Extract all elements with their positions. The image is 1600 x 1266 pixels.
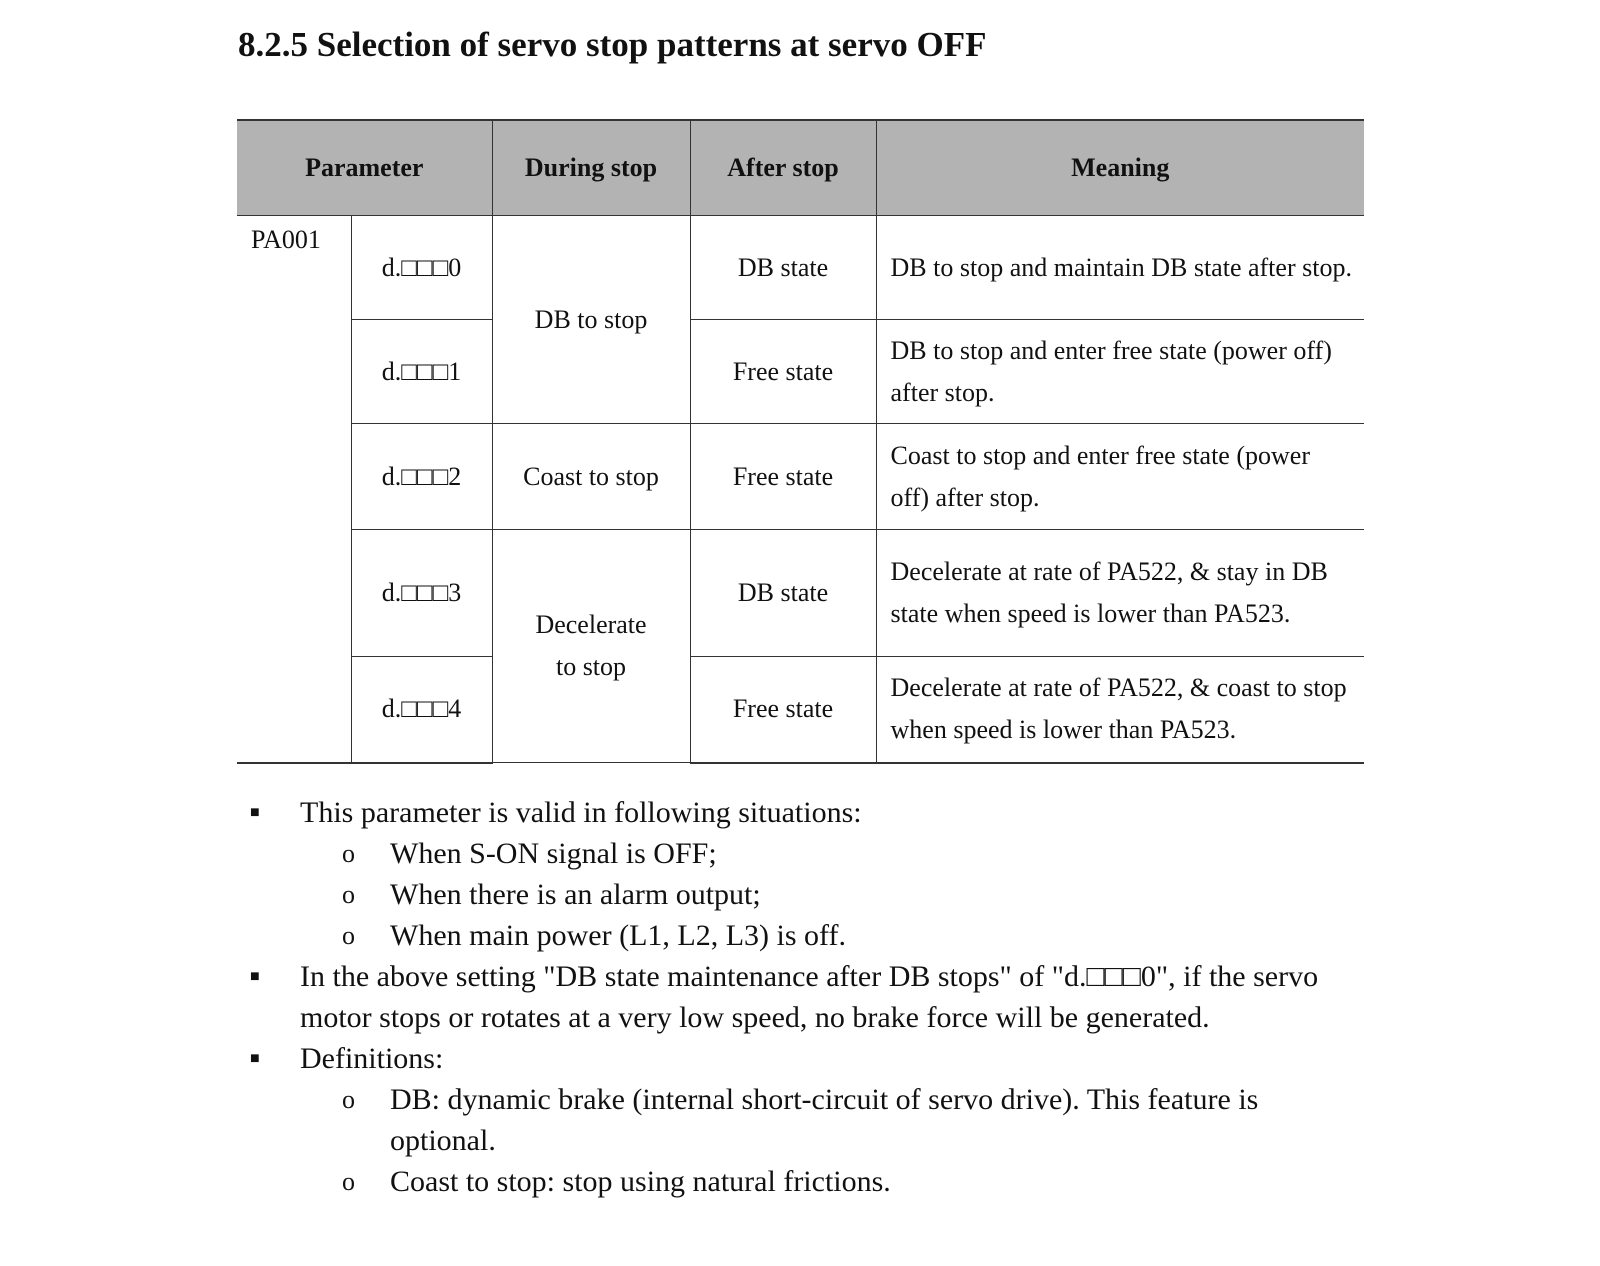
circle-bullet-icon: o — [342, 921, 355, 950]
list-item — [250, 1038, 1360, 1079]
table-row — [237, 657, 1364, 763]
param-value-cell: d.□□□4 — [351, 657, 492, 763]
table-row — [237, 320, 1364, 424]
header-after-stop: After stop — [690, 120, 876, 216]
meaning-cell: DB to stop and enter free state (power off) after stop. — [876, 320, 1364, 424]
during-stop-cell: Coast to stop — [492, 424, 690, 530]
sub-list-item — [250, 833, 1360, 874]
param-value-cell: d.□□□0 — [351, 216, 492, 320]
page-title: 8.2.5 Selection of servo stop patterns at servo OFF — [238, 25, 987, 64]
square-bullet-icon: ■ — [250, 804, 260, 821]
meaning-cell: DB to stop and maintain DB state after stop. — [876, 216, 1364, 320]
circle-bullet-icon: o — [342, 1085, 355, 1114]
sub-note-text: When there is an alarm output; — [390, 878, 761, 911]
note-text: Definitions: — [300, 1042, 444, 1075]
square-bullet-icon: ■ — [250, 968, 260, 985]
table-header-row — [237, 120, 1364, 216]
notes-list — [250, 792, 1360, 1202]
meaning-cell: Decelerate at rate of PA522, & stay in DB state when speed is lower than PA523. — [876, 530, 1364, 657]
param-value-cell: d.□□□1 — [351, 320, 492, 424]
after-stop-cell: Free state — [690, 424, 876, 530]
header-parameter: Parameter — [237, 120, 492, 216]
header-during-stop: During stop — [492, 120, 690, 216]
sub-list-item — [250, 1079, 1360, 1161]
list-item — [250, 956, 1360, 1038]
meaning-cell: Coast to stop and enter free state (power off) after stop. — [876, 424, 1364, 530]
sub-note-text: DB: dynamic brake (internal short-circuit of servo drive). This feature is optional. — [390, 1083, 1259, 1157]
after-stop-cell: DB state — [690, 216, 876, 320]
stop-pattern-table — [237, 119, 1364, 764]
during-stop-cell: DB to stop — [492, 216, 690, 424]
param-value-cell: d.□□□2 — [351, 424, 492, 530]
meaning-cell: Decelerate at rate of PA522, & coast to stop when speed is lower than PA523. — [876, 657, 1364, 763]
square-bullet-icon: ■ — [250, 1050, 260, 1067]
header-meaning: Meaning — [876, 120, 1364, 216]
sub-note-text: Coast to stop: stop using natural frictions. — [390, 1165, 891, 1198]
note-text: In the above setting "DB state maintenance after DB stops" of "d.□□□0", if the servo motor stops or rotates at a very low speed, no brake force will be generated. — [300, 960, 1319, 1034]
after-stop-cell: Free state — [690, 320, 876, 424]
sub-note-text: When S-ON signal is OFF; — [390, 837, 717, 870]
circle-bullet-icon: o — [342, 839, 355, 868]
sub-list-item — [250, 1161, 1360, 1202]
after-stop-cell: DB state — [690, 530, 876, 657]
sub-list-item — [250, 915, 1360, 956]
sub-list-item — [250, 874, 1360, 915]
param-name-cell: PA001 — [237, 216, 351, 763]
sub-note-text: When main power (L1, L2, L3) is off. — [390, 919, 846, 952]
table-row — [237, 216, 1364, 320]
param-value-cell: d.□□□3 — [351, 530, 492, 657]
circle-bullet-icon: o — [342, 880, 355, 909]
during-stop-cell: Decelerate to stop — [492, 530, 690, 763]
after-stop-cell: Free state — [690, 657, 876, 763]
table-row — [237, 424, 1364, 530]
note-text: This parameter is valid in following situations: — [300, 796, 862, 829]
list-item — [250, 792, 1360, 833]
table-row — [237, 530, 1364, 657]
circle-bullet-icon: o — [342, 1167, 355, 1196]
